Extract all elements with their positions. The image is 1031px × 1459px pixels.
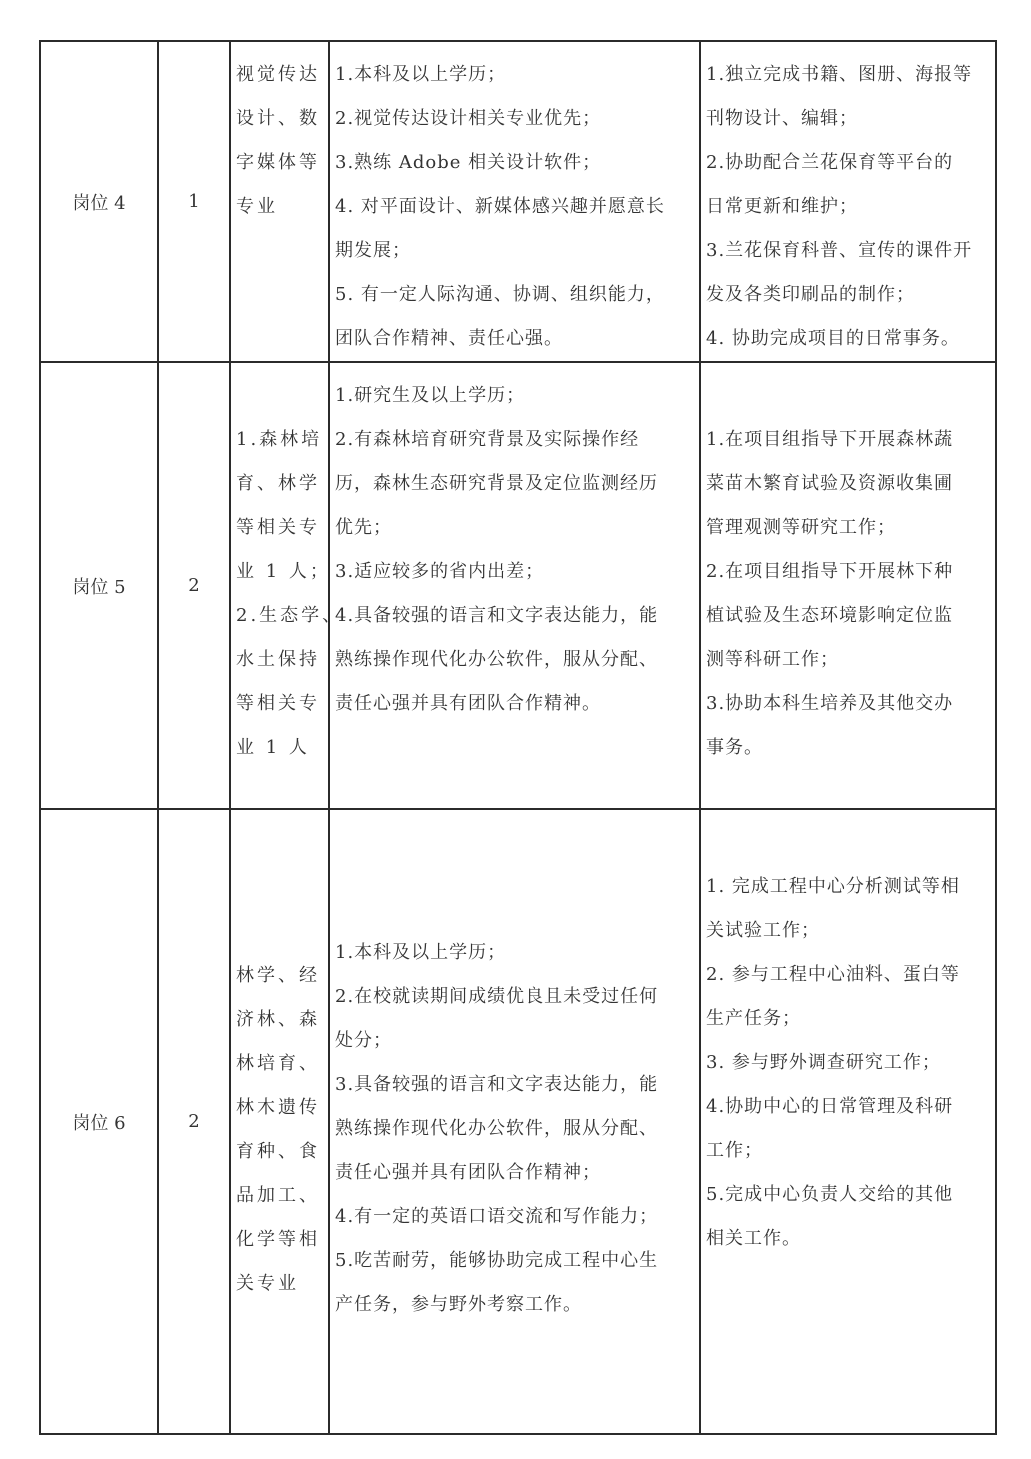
duty-line: 2. 参与工程中心油料、蛋白等 <box>706 964 960 985</box>
requirement-line: 5. 有一定人际沟通、协调、组织能力， <box>335 284 665 305</box>
table-row <box>40 41 996 362</box>
duty-line: 生产任务； <box>706 1008 801 1029</box>
requirement-line: 优先； <box>335 517 392 538</box>
major-line: 设计、数 <box>236 108 320 129</box>
duty-line: 2.协助配合兰花保育等平台的 <box>706 152 954 173</box>
duty-line: 测等科研工作； <box>706 649 839 670</box>
duty-line: 日常更新和维护； <box>706 196 858 217</box>
requirement-line: 3.适应较多的省内出差； <box>335 561 545 582</box>
position-name: 岗位 5 <box>40 362 158 809</box>
requirement-line: 4. 对平面设计、新媒体感兴趣并愿意长 <box>335 196 665 217</box>
major-line: 业 1 人； <box>236 561 331 582</box>
requirement-line: 责任心强并具有团队合作精神； <box>335 1162 601 1183</box>
requirement-line: 1.本科及以上学历； <box>335 942 507 963</box>
duty-line: 5.完成中心负责人交给的其他 <box>706 1184 954 1205</box>
duty-line: 事务。 <box>706 737 763 758</box>
duty-line: 3.兰花保育科普、宣传的课件开 <box>706 240 973 261</box>
major-line: 视觉传达 <box>236 64 320 85</box>
major-line: 字媒体等 <box>236 152 320 173</box>
major-cell <box>230 809 329 1434</box>
requirement-line: 熟练操作现代化办公软件，服从分配、 <box>335 1118 658 1139</box>
requirement-line: 2.视觉传达设计相关专业优先； <box>335 108 602 129</box>
duties-cell <box>700 362 996 809</box>
requirement-line: 历，森林生态研究背景及定位监测经历 <box>335 473 658 494</box>
requirement-line: 5.吃苦耐劳，能够协助完成工程中心生 <box>335 1250 659 1271</box>
major-line: 化学等相 <box>236 1229 320 1250</box>
duty-line: 工作； <box>706 1140 763 1161</box>
major-line: 等相关专 <box>236 693 320 714</box>
requirement-line: 责任心强并具有团队合作精神。 <box>335 693 601 714</box>
requirement-line: 团队合作精神、责任心强。 <box>335 328 563 349</box>
major-line: 关专业 <box>236 1273 299 1294</box>
duty-line: 1. 完成工程中心分析测试等相 <box>706 876 960 897</box>
position-name: 岗位 6 <box>40 809 158 1434</box>
duty-line: 3. 参与野外调查研究工作； <box>706 1052 941 1073</box>
duty-line: 管理观测等研究工作； <box>706 517 896 538</box>
headcount: 2 <box>158 809 230 1434</box>
requirement-line: 处分； <box>335 1030 392 1051</box>
duty-line: 4. 协助完成项目的日常事务。 <box>706 328 960 349</box>
requirement-line: 期发展； <box>335 240 411 261</box>
major-line: 2.生态学、 <box>236 605 344 626</box>
table-row <box>40 809 996 1434</box>
duty-line: 1.在项目组指导下开展森林蔬 <box>706 429 954 450</box>
major-line: 济林、森 <box>236 1009 320 1030</box>
duty-line: 刊物设计、编辑； <box>706 108 858 129</box>
duty-line: 关试验工作； <box>706 920 820 941</box>
requirement-line: 4.具备较强的语言和文字表达能力，能 <box>335 605 659 626</box>
requirement-line: 4.有一定的英语口语交流和写作能力； <box>335 1206 659 1227</box>
requirement-line: 熟练操作现代化办公软件，服从分配、 <box>335 649 658 670</box>
duty-line: 植试验及生态环境影响定位监 <box>706 605 953 626</box>
requirement-line: 3.具备较强的语言和文字表达能力，能 <box>335 1074 659 1095</box>
major-cell <box>230 362 344 809</box>
headcount: 2 <box>158 362 230 809</box>
requirement-line: 2.有森林培育研究背景及实际操作经 <box>335 429 640 450</box>
major-line: 林培育、 <box>236 1053 320 1074</box>
position-name: 岗位 4 <box>40 41 158 362</box>
major-line: 育种、食 <box>236 1141 320 1162</box>
requirement-line: 3.熟练 Adobe 相关设计软件； <box>335 152 602 173</box>
major-line: 林学、经 <box>236 965 320 986</box>
requirements-cell <box>329 362 700 809</box>
requirement-line: 2.在校就读期间成绩优良且未受过任何 <box>335 986 659 1007</box>
recruitment-table <box>39 40 997 1435</box>
major-line: 1.森林培 <box>236 429 323 450</box>
requirements-cell <box>329 809 700 1434</box>
major-line: 育、林学 <box>236 473 320 494</box>
duty-line: 3.协助本科生培养及其他交办 <box>706 693 954 714</box>
headcount: 1 <box>158 41 230 362</box>
requirement-line: 产任务，参与野外考察工作。 <box>335 1294 582 1315</box>
duty-line: 4.协助中心的日常管理及科研 <box>706 1096 954 1117</box>
requirements-cell <box>329 41 700 362</box>
table-row <box>40 362 996 809</box>
major-cell <box>230 41 329 362</box>
duty-line: 2.在项目组指导下开展林下种 <box>706 561 954 582</box>
major-line: 专业 <box>236 196 278 217</box>
major-line: 品加工、 <box>236 1185 320 1206</box>
major-line: 等相关专 <box>236 517 320 538</box>
duty-line: 菜苗木繁育试验及资源收集圃 <box>706 473 953 494</box>
requirement-line: 1.研究生及以上学历； <box>335 385 526 406</box>
major-line: 业 1 人 <box>236 737 310 758</box>
requirement-line: 1.本科及以上学历； <box>335 64 507 85</box>
duty-line: 发及各类印刷品的制作； <box>706 284 915 305</box>
major-line: 林木遗传 <box>236 1097 320 1118</box>
duties-cell <box>700 41 996 362</box>
duty-line: 相关工作。 <box>706 1228 801 1249</box>
duties-cell <box>700 809 996 1434</box>
major-line: 水土保持 <box>236 649 320 670</box>
duty-line: 1.独立完成书籍、图册、海报等 <box>706 64 973 85</box>
